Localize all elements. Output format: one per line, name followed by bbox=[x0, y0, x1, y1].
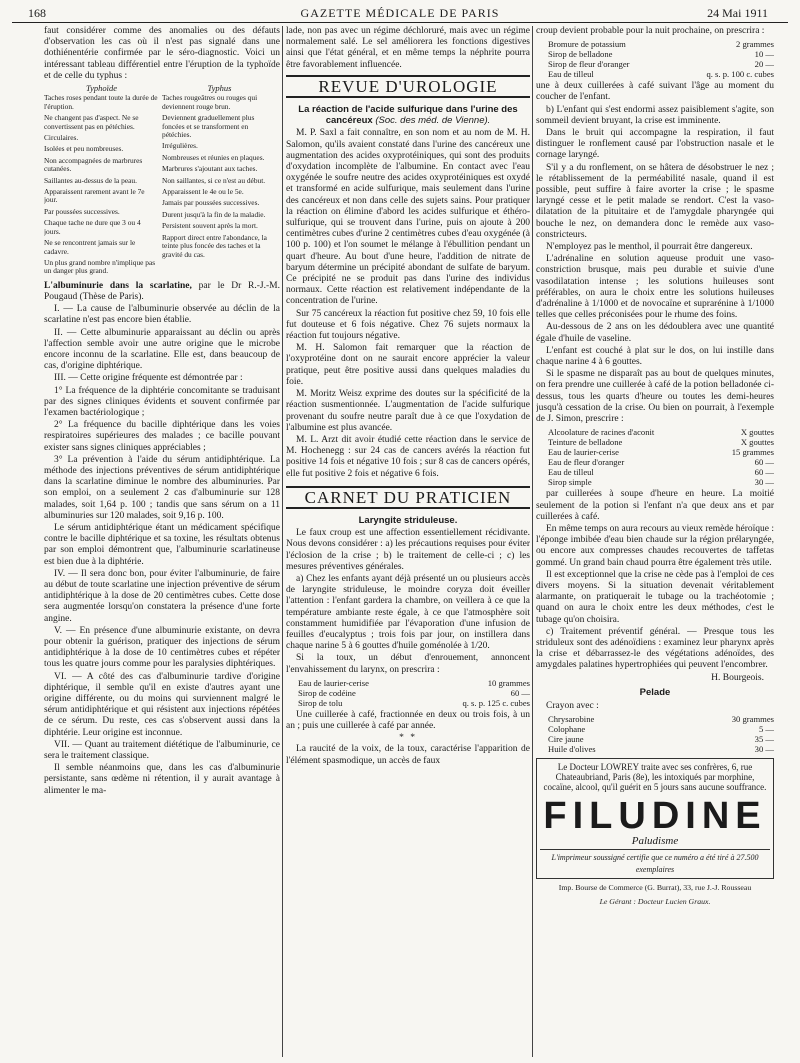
table-entry: Non saillantes, si ce n'est au début. bbox=[162, 175, 266, 185]
prescription bbox=[548, 714, 774, 754]
ingredient: Sirop simple bbox=[548, 477, 592, 488]
table-entry: Taches rougeâtres ou rouges qui deviennent rouge brun. bbox=[162, 93, 258, 111]
dose: 2 grammes bbox=[736, 39, 774, 50]
dose: 10 grammes bbox=[487, 677, 530, 688]
dose: X gouttes bbox=[740, 437, 774, 448]
table-entry: Chaque tache ne dure que 3 ou 4 jours. bbox=[44, 218, 141, 236]
paragraph: 2° La fréquence du bacille diphtérique dans les voies respiratoires supérieures des malades ; ce bacille pouvant exister sans signes cliniques appréciables ; bbox=[44, 420, 280, 453]
paragraph: a) Chez les enfants ayant déjà présenté un ou plusieurs accès de laryngite striduleuse, le moindre coryza doit éveiller l'attention : l'enfant gardera la chambre, on veillera à ce que la température ambiante reste égale, à ce que l'atmosphère soit constamment humidifiée par l'évaporation d'une infusion de feuilles d'eucalyptus ; trois fois par jour, on instillera dans chaque narine 5 à 6 gouttes d'huile goménolée à 1/20. bbox=[286, 573, 530, 652]
prescription-line bbox=[548, 734, 774, 744]
ingredient: Sirop de tolu bbox=[298, 697, 343, 708]
table-entry: Nombreuses et réunies en plaques. bbox=[162, 152, 265, 162]
table-entry: Taches roses pendant toute la durée de l'éruption. bbox=[44, 93, 158, 111]
paragraph: Au-dessous de 2 ans on les dédoublera avec une quantité égale d'huile de vaseline. bbox=[536, 322, 774, 344]
prescription-line bbox=[548, 724, 774, 734]
table-heading: Typhoïde bbox=[85, 83, 117, 94]
dose: 30 — bbox=[754, 744, 774, 755]
prescription-line bbox=[548, 467, 774, 477]
paragraph: Il est exceptionnel que la crise ne cède pas à l'emploi de ces divers moyens. Si la situation devenait véritablement alarmante, on pratiquerait le tubage ou la trachéotomie ; quand on aura le choix entre les deux méthodes, c'est le tubage qu'on choisira. bbox=[536, 569, 774, 625]
paragraph: 1° La fréquence de la diphtérie concomitante se traduisant par des signes cliniques évidents et souvent confirmée par l'examen bactériologique ; bbox=[44, 385, 280, 418]
article-heading bbox=[44, 281, 280, 303]
ingredient: Bromure de potassium bbox=[548, 39, 626, 50]
ingredient: Eau de fleur d'oranger bbox=[548, 457, 625, 468]
table-entry: Saillantes au-dessus de la peau. bbox=[44, 175, 137, 185]
section-title: CARNET DU PRATICIEN bbox=[286, 486, 530, 509]
prescription bbox=[548, 427, 774, 487]
typhoide-column bbox=[44, 84, 162, 279]
article-title: Pelade bbox=[639, 686, 671, 698]
paragraph: S'il y a du ronflement, on se hâtera de désobstruer le nez ; le rétablissement de la perméabilité nasale, quand il est possible, peut suffire à faire avorter la crise ; le spasme laryngé cesse et le petit malade se rendort. C'est la vaso-dilatation de la pituitaire et de l'amygdale pharyngée qui bouche le nez, on demandera donc le remède aux vaso-constricteurs. bbox=[536, 162, 774, 240]
prescription-line bbox=[548, 477, 774, 487]
dose: 30 — bbox=[754, 477, 774, 488]
table-entry: Non accompagnées de marbrures cutanées. bbox=[44, 155, 143, 174]
ingredient: Colophane bbox=[548, 724, 586, 735]
table-entry: Ne changent pas d'aspect. Ne se convertissent pas en pétéchies. bbox=[44, 113, 139, 131]
ingredient: Eau de tilleul bbox=[548, 69, 594, 80]
article-body bbox=[536, 105, 774, 426]
paragraph: La raucité de la voix, de la toux, caractérise l'apparition de l'élément spasmodique, un accès de faux bbox=[286, 744, 530, 766]
dose: 30 grammes bbox=[731, 714, 774, 725]
table-entry: Par poussées successives. bbox=[44, 206, 120, 216]
paragraph: lade, non pas avec un régime déchloruré, mais avec un régime normalement salé. Le sel améliorera les fonctions digestives ainsi que l'état général, et en même temps la néphrite pourra être favorablement influencée. bbox=[286, 26, 530, 70]
table-entry: Un plus grand nombre n'implique pas un danger plus grand. bbox=[44, 257, 156, 276]
paragraph: Dans le bruit qui accompagne la respiration, il faut distinguer le ronflement causé par l'obstruction nasale et le cornage laryngé. bbox=[536, 128, 774, 161]
article-author: par le Dr R.-J.-M. Pougaud (Thèse de Paris). bbox=[44, 280, 280, 302]
table-entry: Deviennent graduellement plus foncées et se transforment en pétéchies. bbox=[162, 113, 255, 140]
paragraph: N'employez pas le menthol, il pourrait être dangereux. bbox=[546, 242, 753, 253]
paragraph: I. — La cause de l'albuminurie observée au déclin de la scarlatine n'est pas encore bien établie. bbox=[44, 304, 280, 326]
prescription bbox=[298, 678, 530, 708]
prescription-line bbox=[548, 437, 774, 447]
table-entry: Circulaires. bbox=[44, 133, 79, 143]
paragraph: une à deux cuillerées à café suivant l'âge au moment du coucher de l'enfant. bbox=[536, 81, 774, 103]
article-body bbox=[286, 128, 530, 479]
table-entry: Irrégulières. bbox=[162, 141, 198, 151]
advertisement bbox=[536, 758, 774, 879]
table-entry: Isolées et peu nombreuses. bbox=[44, 144, 124, 154]
table-entry: Jamais par poussées successives. bbox=[162, 198, 260, 208]
paragraph: Si le spasme ne disparaît pas au bout de quelques minutes, on fera prendre une cuillerée à café de la potion belladonée ci-dessus, tous les quarts d'heure ou toutes les demi-heures jusqu'à cessation de la crise. Ou bien on pourrait, à l'exemple de J. Simon, prescrire : bbox=[536, 369, 774, 425]
dose: 5 — bbox=[758, 724, 774, 735]
column-divider bbox=[532, 26, 533, 1057]
typhus-column bbox=[162, 84, 280, 279]
ingredient: Cire jaune bbox=[548, 734, 584, 745]
ingredient: Sirop de belladone bbox=[548, 49, 613, 60]
separator-stars: * * bbox=[399, 733, 417, 744]
dose: q. s. p. 100 c. cubes bbox=[706, 69, 774, 80]
prescription-line bbox=[548, 49, 774, 59]
paragraph: M. L. Arzt dit avoir étudié cette réaction dans le service de M. Hochenegg : sur 24 cas de cancers avérés la réaction fut positive 14 fois et négative 10 fois ; sur 8 cas de cancers opérés, elle fut positive 2 fois et négative 6 fois. bbox=[286, 434, 530, 479]
paragraph: Il semble néanmoins que, dans les cas d'albuminurie persistante, sans œdème ni rétention, il y aurait avantage à alimenter le ma- bbox=[44, 763, 280, 796]
paragraph: M. Moritz Weisz exprime des doutes sur la spécificité de la réaction susmentionnée. L'augmentation de l'acide sulfurique provenant du soufre neutre paraît due à ce que l'oxydation de l'albumine est plus avancée. bbox=[286, 389, 530, 433]
dose: 15 grammes bbox=[731, 447, 774, 458]
paragraph: faut considérer comme des anomalies ou des défauts d'observation les cas où il n'est pas signalé dans une dothiénentérie confirmée par le séro-diagnostic. Voici un intéressant tableau différentiel entre l'éruption de la typhoïde et de celle du typhus : bbox=[44, 26, 280, 81]
paragraph: V. — En présence d'une albuminurie existante, on devra pour obtenir la guérison, pratiquer des injections de sérum antidiphtérique à la dose de 10 centimètres cubes et répéter tous les quatre jours comme pour les paralysies diphtériques. bbox=[44, 625, 280, 670]
paragraph: II. — Cette albuminurie apparaissant au déclin ou après l'affection semble avoir une autre origine que le microbe encore inconnu de la scarlatine. Elle est, dans beaucoup de cas, d'origine diphtérique. bbox=[44, 327, 280, 372]
article-body bbox=[286, 528, 530, 676]
issue-date: 24 Mai 1911 bbox=[707, 6, 768, 20]
table-entry: Persistent souvent après la mort. bbox=[162, 221, 258, 231]
article-body bbox=[536, 489, 774, 671]
paragraph: Sur 75 cancéreux la réaction fut positive chez 59, 10 fois elle fut douteuse et 6 fois négative. Chez 76 sujets normaux la réaction fut toujours négative. bbox=[286, 308, 530, 342]
ingredient: Chrysarobine bbox=[548, 714, 595, 725]
prescription-line bbox=[548, 427, 774, 437]
article-source: (Soc. des méd. de Vienne). bbox=[375, 115, 491, 127]
article-title: Laryngite striduleuse. bbox=[358, 514, 458, 526]
ingredient: Huile d'olives bbox=[548, 744, 596, 755]
paragraph: L'enfant est couché à plat sur le dos, on lui instille dans chaque narine 4 à 6 gouttes. bbox=[536, 345, 774, 368]
journal-title: GAZETTE MÉDICALE DE PARIS bbox=[300, 6, 500, 20]
prescription-line bbox=[298, 678, 530, 688]
header-rule bbox=[12, 22, 788, 23]
ingredient: Sirop de codéine bbox=[298, 687, 356, 698]
paragraph: par cuillerées à soupe d'heure en heure. La moitié seulement de la potion si l'enfant n'a que deux ans et par cuillerées à café. bbox=[536, 489, 774, 522]
paragraph: Le sérum antidiphtérique étant un médicament spécifique contre le bacille diphtérique et sa toxine, les résultats obtenus par son emploi démontrent que, l'albuminurie scarlatineuse est bien due à la diphtérie. bbox=[44, 523, 280, 567]
ad-footer: L'imprimeur soussigné certifie que ce numéro a été tiré à 27.500 exemplaires bbox=[540, 849, 770, 874]
dose: 60 — bbox=[754, 457, 774, 468]
dose: 20 — bbox=[754, 59, 774, 70]
ad-text: Le Docteur LOWREY traite avec ses confrères, 6, rue Chateaubriand, Paris (8e), les intoxiqués par morphine, cocaïne, alcool, qu'il guérit en 5 jours sans aucune souffrance. bbox=[543, 762, 767, 793]
prescription-line bbox=[548, 744, 774, 754]
comparison-table bbox=[44, 84, 280, 279]
dose: X gouttes bbox=[740, 427, 774, 438]
ingredient: Eau de laurier-cerise bbox=[298, 677, 369, 688]
gerant-line: Le Gérant : Docteur Lucien Graux. bbox=[599, 896, 711, 906]
article-title: L'albuminurie dans la scarlatine, bbox=[44, 280, 192, 291]
dose: 60 — bbox=[510, 687, 530, 698]
prescription-line bbox=[548, 457, 774, 467]
prescription-line bbox=[548, 39, 774, 49]
paragraph: croup devient probable pour la nuit prochaine, on prescrira : bbox=[536, 26, 765, 36]
ad-brand: FILUDINE bbox=[543, 795, 767, 838]
prescription-line bbox=[548, 59, 774, 69]
article-body bbox=[44, 304, 280, 797]
table-entry: Ne se rencontrent jamais sur le cadavre. bbox=[44, 238, 136, 256]
prescription-line bbox=[298, 688, 530, 698]
dose: 35 — bbox=[754, 734, 774, 745]
ad-subtitle: Paludisme bbox=[631, 835, 679, 848]
prescription-line bbox=[548, 714, 774, 724]
column-2 bbox=[286, 26, 530, 1059]
table-heading: Typhus bbox=[207, 83, 232, 94]
page-number: 168 bbox=[28, 6, 46, 20]
paragraph: c) Traitement préventif général. — Presque tous les striduleux sont des adénoïdiens : examinez leur pharynx après la crise et débarrassez-le des végétations adénoïdes, des amygdales palatines hypertrophiées qui peuvent l'encombrer. bbox=[536, 626, 774, 671]
ingredient: Teinture de belladone bbox=[548, 437, 623, 448]
paragraph: L'adrénaline en solution aqueuse produit une vaso-constriction brusque, mais peu durable et suivie d'une vasodilatation intense ; les solutions huileuses sont préférables, on aura le choix entre les solutions huileuses d'adrénaline à 1/1000 et de novocaïne et suprarénine à 1/1000 telles que celles préconisées pour le rhume des foins. bbox=[536, 254, 774, 321]
section-title: REVUE D'UROLOGIE bbox=[286, 75, 530, 98]
paragraph: En même temps on aura recours au vieux remède héroïque : l'éponge imbibée d'eau bien chaude sur la région prélaryngée, ou encore aux compresses chaudes recouvertes de taffetas gommé. Un grand bain chaud pourra être également très utile. bbox=[536, 523, 774, 568]
paragraph: M. P. Saxl a fait connaître, en son nom et au nom de M. H. Salomon, qu'ils avaient constaté dans l'urine des cancéreux une augmentation des acides oxyprotéiniques, qui sont des produits d'oxydation incomplète de l'albumine. En contact avec l'eau oxygénée le soufre neutre des acides oxyprotéiniques est oxydé et transformé en acide sulfurique, mais seulement dans l'urine des cancéreux et non dans celle des sujets sains. Pour pratiquer la réaction on élimine d'abord les acides sulfurique et éthéro-sulfurique, qui se trouvent dans l'urine, puis on ajoute à 200 centimètres cubes d'urine 2 centimètres cubes d'eau oxygénée (à 100 p. 100) et l'on soumet le mélange à l'ébullition pendant un quart d'heure. Au bout d'une heure, l'addition de nitrate de baryum détermine un précipité abondant de sulfate de baryum. Ce précipité ne se produit pas dans l'urine des individus normaux. Cette réaction est relativement indépendante de la concentration de l'urine. bbox=[286, 128, 530, 307]
table-entry: Rapport direct entre l'abondance, la teinte plus foncée des taches et la gravité du cas. bbox=[162, 232, 267, 259]
ingredient: Eau de laurier-cerise bbox=[548, 447, 619, 458]
prescription-line bbox=[298, 698, 530, 708]
paragraph: Si la toux, un début d'enrouement, annoncent l'envahissement du larynx, on prescrira : bbox=[286, 653, 530, 675]
article-title: La réaction de l'acide sulfurique dans l'urine des cancéreux bbox=[298, 104, 518, 127]
ingredient: Alcoolature de racines d'aconit bbox=[548, 427, 655, 438]
paragraph: VII. — Quant au traitement diététique de l'albuminurie, ce sera le traitement classique. bbox=[44, 739, 280, 762]
prescription-line bbox=[548, 69, 774, 79]
table-entry: Durent jusqu'à la fin de la maladie. bbox=[162, 209, 266, 219]
column-divider bbox=[282, 26, 283, 1057]
ingredient: Sirop de fleur d'oranger bbox=[548, 59, 630, 70]
dose: 60 — bbox=[754, 467, 774, 478]
paragraph: Crayon avec : bbox=[546, 700, 599, 711]
paragraph: IV. — Il sera donc bon, pour éviter l'albuminurie, de faire au début de toute scarlatine une injection préventive de sérum antidiphtérique à la dose de 20 centimètres cubes. Cette dose sera augmentée lorsqu'on constatera la présence d'une forte angine. bbox=[44, 568, 280, 624]
table-entry: Marbrures s'ajoutant aux taches. bbox=[162, 164, 258, 174]
article-heading bbox=[286, 104, 530, 126]
prescription-line bbox=[548, 447, 774, 457]
paragraph: III. — Cette origine fréquente est démontrée par : bbox=[54, 373, 243, 384]
column-1 bbox=[44, 26, 280, 1059]
paragraph: b) L'enfant qui s'est endormi assez paisiblement s'agite, son sommeil devient bruyant, la crise est imminente. bbox=[536, 104, 774, 126]
prescription bbox=[548, 39, 774, 79]
dose: q. s. p. 125 c. cubes bbox=[462, 697, 530, 708]
paragraph: Une cuillerée à café, fractionnée en deux ou trois fois, à un an ; puis une cuillerée à café par année. bbox=[286, 709, 530, 731]
ingredient: Eau de tilleul bbox=[548, 467, 594, 478]
author-signature: H. Bourgeois. bbox=[711, 672, 764, 683]
paragraph: 3° La prévention à l'aide du sérum antidiphtérique. La méthode des injections préventives de sérum antidiphtérique dans la scarlatine diminue le nombre des albuminuries. Par son emploi, on a seulement 2 cas d'albuminurie sur 128 malades, soit 1,64 p. 100 ; tandis que sans sérum on a 11 albuminuries sur 120 malades, soit 9,16 p. 100. bbox=[44, 454, 280, 521]
paragraph: Le faux croup est une affection essentiellement récidivante. Nous devons considérer : a) les précautions requises pour éviter l'éclosion de la crise ; b) le traitement de celle-ci ; c) les mesures préventives générales. bbox=[286, 528, 530, 572]
paragraph: VI. — A côté des cas d'albuminurie tardive d'origine diphtérique, il semble qu'il en existe d'autres ayant une origine différente, ou du moins qui surviennent malgré le sérum antidiphtérique et qui résistent aux injections répétées de ce sérum. Du reste, ces cas s'observent aussi dans la diphtérie. Leur origine est inconnue. bbox=[44, 671, 280, 738]
imprint: Imp. Bourse de Commerce (G. Burrat), 33, rue J.-J. Rousseau bbox=[558, 882, 752, 892]
paragraph: M. H. Salomon fait remarquer que la réaction de l'oxyprotéine dont on ne saurait encore apprécier la valeur pratique, peut être positive aussi dans quelques maladies du foie. bbox=[286, 343, 530, 387]
dose: 10 — bbox=[754, 49, 774, 60]
table-entry: Apparaissent rarement avant le 7e jour. bbox=[44, 187, 145, 205]
page-header bbox=[12, 4, 788, 22]
table-entry: Apparaissent le 4e ou le 5e. bbox=[162, 187, 244, 197]
column-3 bbox=[536, 26, 774, 1059]
